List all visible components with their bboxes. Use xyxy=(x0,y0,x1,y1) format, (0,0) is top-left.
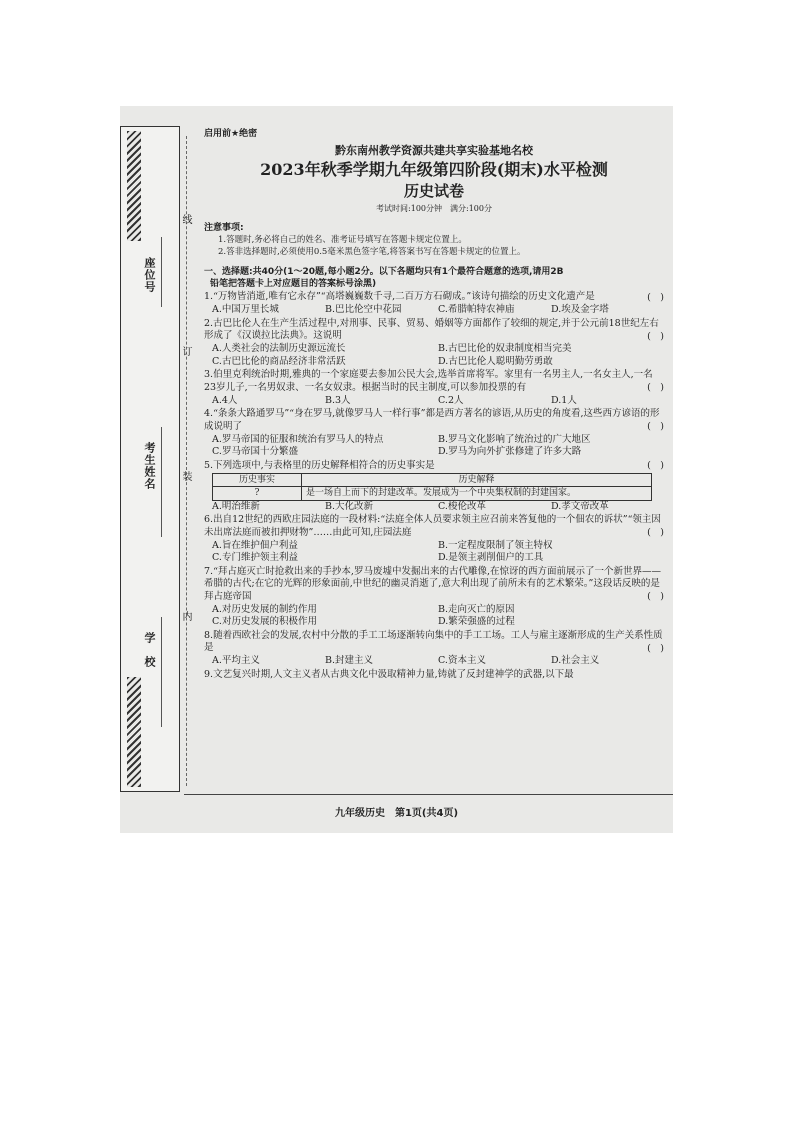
answer-option: D.孝文帝改革 xyxy=(551,500,609,512)
option-group xyxy=(204,343,664,368)
answer-option: B.大化改新 xyxy=(325,500,374,512)
exam-content xyxy=(204,128,664,681)
table-header-cell: 历史事实 xyxy=(213,473,302,487)
answer-option: A.对历史发展的制约作用 xyxy=(212,603,317,615)
question-item xyxy=(204,369,664,407)
school-blank-line xyxy=(161,617,162,727)
history-table xyxy=(212,473,652,501)
secret-label: 启用前★绝密 xyxy=(204,129,258,139)
student-name-label: 考生姓名 xyxy=(143,442,156,490)
cut-word-line: 线 xyxy=(180,214,191,224)
answer-option: D.1人 xyxy=(551,394,577,406)
answer-parenthesis: ( ) xyxy=(647,291,664,303)
exam-photo xyxy=(120,106,673,833)
answer-option: A.4人 xyxy=(212,394,238,406)
answer-option: B.古巴比伦的奴隶制度相当完美 xyxy=(438,343,572,354)
question-text: 6.出自12世纪的西欧庄园法庭的一段材料:“法庭全体人员要求领主应召前来答复他的一个佃农的诉状”“领主因未出席法庭而被扣押财物”……由此可知,庄园法庭 xyxy=(204,514,661,538)
answer-option: D.社会主义 xyxy=(551,655,600,666)
answer-option: C.资本主义 xyxy=(438,655,486,666)
option-group xyxy=(204,501,664,514)
answer-option: A.平均主义 xyxy=(212,655,260,666)
section-heading xyxy=(204,266,664,290)
answer-option: A.人类社会的法制历史源远流长 xyxy=(212,343,346,354)
answer-parenthesis: ( ) xyxy=(647,527,664,538)
question-item xyxy=(204,408,664,459)
answer-option: D.罗马为向外扩张修建了许多大路 xyxy=(438,446,582,457)
question-text: 1.“万物皆消逝,唯有它永存”“高塔巍巍数千寻,二百万方石砌成。”该诗句描绘的历史文化遗产是 xyxy=(204,291,595,302)
question-item xyxy=(204,669,664,682)
page-footer: 九年级历史 第1页(共4页) xyxy=(334,808,459,819)
option-group xyxy=(204,540,664,565)
answer-option: D.埃及金字塔 xyxy=(551,304,609,315)
question-item xyxy=(204,460,664,514)
answer-option: B.封建主义 xyxy=(325,655,374,666)
section-line-2: 铅笔把答题卡上对应题目的答案标号涂黑) xyxy=(210,279,377,289)
answer-option: A.罗马帝国的征服和统治有罗马人的特点 xyxy=(212,433,384,445)
option-group xyxy=(204,655,664,668)
school-name: 黔东南州教学资源共建共享实验基地名校 xyxy=(335,143,533,157)
binding-margin xyxy=(120,126,180,792)
answer-option: C.对历史发展的积极作用 xyxy=(212,616,317,627)
question-text: 5.下列选项中,与表格里的历史解释相符合的历史事实是 xyxy=(204,459,435,471)
answer-option: B.一定程度限制了领主特权 xyxy=(438,539,553,551)
answer-option: A.中国万里长城 xyxy=(212,304,279,315)
answer-option: C.罗马帝国十分繁盛 xyxy=(212,446,298,457)
notice-heading: 注意事项: xyxy=(204,222,244,233)
section-line-1: 一、选择题:共40分(1～20题,每小题2分。以下各题均只有1个最符合题意的选项,请用2B xyxy=(204,267,564,277)
answer-option: D.是领主剥削佃户的工具 xyxy=(438,552,544,563)
hatch-pattern-bottom xyxy=(127,677,141,787)
question-text: 4.“条条大路通罗马”“身在罗马,就像罗马人一样行事”都是西方著名的谚语,从历史的角度看,这些西方谚语的形成说明了 xyxy=(204,408,660,432)
option-group xyxy=(204,395,664,408)
answer-option: C.2人 xyxy=(438,394,464,406)
notice-item: 1.答题时,务必将自己的姓名、准考证号填写在答题卡规定位置上。 xyxy=(218,235,467,245)
cut-word-bind: 装 xyxy=(180,471,191,481)
exam-subtitle: 历史试卷 xyxy=(403,182,464,200)
answer-parenthesis: ( ) xyxy=(647,642,664,654)
answer-parenthesis: ( ) xyxy=(647,382,664,393)
answer-option: B.3人 xyxy=(325,394,351,406)
answer-option: A.旨在维护佃户利益 xyxy=(212,539,298,551)
question-item xyxy=(204,566,664,629)
table-cell: 是一场自上而下的封建改革。发展成为一个中央集权制的封建国家。 xyxy=(302,487,652,501)
table-cell: ? xyxy=(213,487,302,501)
answer-parenthesis: ( ) xyxy=(647,421,664,432)
question-list xyxy=(204,291,664,681)
school-label: 学 校 xyxy=(143,632,156,668)
hatch-pattern-top xyxy=(127,131,141,241)
question-text: 8.随着西欧社会的发展,农村中分散的手工工场逐渐转向集中的手工工场。工人与雇主逐渐形成的生产关系性质是 xyxy=(204,629,663,653)
answer-option: D.古巴比伦人聪明勤劳勇敢 xyxy=(438,355,553,367)
exam-time-info: 考试时间:100分钟 满分:100分 xyxy=(376,204,492,213)
table-header-cell: 历史解释 xyxy=(302,473,652,487)
question-text: 2.古巴比伦人在生产生活过程中,对刑事、民事、贸易、婚姻等方面都作了较细的规定,并于公元前18世纪左右形成了《汉谟拉比法典》。这说明 xyxy=(204,317,659,341)
cut-word-inner: 内 xyxy=(180,611,191,621)
cut-word-order: 订 xyxy=(180,346,191,356)
answer-parenthesis: ( ) xyxy=(647,330,664,342)
cut-dashed-line xyxy=(186,136,187,786)
answer-parenthesis: ( ) xyxy=(647,591,664,602)
question-text: 9.文艺复兴时期,人文主义者从古典文化中汲取精神力量,铸就了反封建神学的武器,以下最 xyxy=(204,668,574,680)
question-text: 7.“拜占庭灭亡时抢救出来的手抄本,罗马废墟中发掘出来的古代雕像,在惊讶的西方面前展示了一个新世界——希腊的古代;在它的光辉的形象面前,中世纪的幽灵消逝了,意大利出现了前所未有的艺术繁荣。”这段话反映的是拜占庭帝国 xyxy=(204,565,661,602)
seat-blank-line xyxy=(161,237,162,307)
answer-option: A.明治维新 xyxy=(212,500,260,512)
name-blank-line xyxy=(161,427,162,537)
question-item xyxy=(204,514,664,565)
seat-number-label: 座位号 xyxy=(143,257,156,293)
answer-option: D.繁荣强盛的过程 xyxy=(438,616,515,627)
option-group xyxy=(204,304,664,317)
answer-option: C.希腊帕特农神庙 xyxy=(438,304,515,315)
answer-option: C.梭伦改革 xyxy=(438,500,486,512)
bottom-rule xyxy=(184,794,673,795)
question-item xyxy=(204,630,664,668)
answer-option: B.罗马文化影响了统治过的广大地区 xyxy=(438,433,591,445)
answer-option: B.巴比伦空中花园 xyxy=(325,304,402,315)
exam-title: 2023年秋季学期九年级第四阶段(期末)水平检测 xyxy=(260,160,608,179)
answer-option: B.走向灭亡的原因 xyxy=(438,603,515,615)
answer-option: C.专门维护领主利益 xyxy=(212,552,298,563)
option-group xyxy=(204,604,664,629)
option-group xyxy=(204,434,664,459)
notice-item: 2.答非选择题时,必须使用0.5毫米黑色签字笔,将答案书写在答题卡规定的位置上。 xyxy=(218,247,526,257)
answer-parenthesis: ( ) xyxy=(647,460,664,471)
answer-option: C.古巴比伦的商品经济非常活跃 xyxy=(212,355,346,367)
question-item xyxy=(204,291,664,317)
question-item xyxy=(204,318,664,369)
question-text: 3.伯里克利统治时期,雅典的一个家庭要去参加公民大会,选举首席将军。家里有一名男主人,一名女主人,一名23岁儿子,一名男奴隶、一名女奴隶。根据当时的民主制度,可以参加投票的有 xyxy=(204,369,653,393)
